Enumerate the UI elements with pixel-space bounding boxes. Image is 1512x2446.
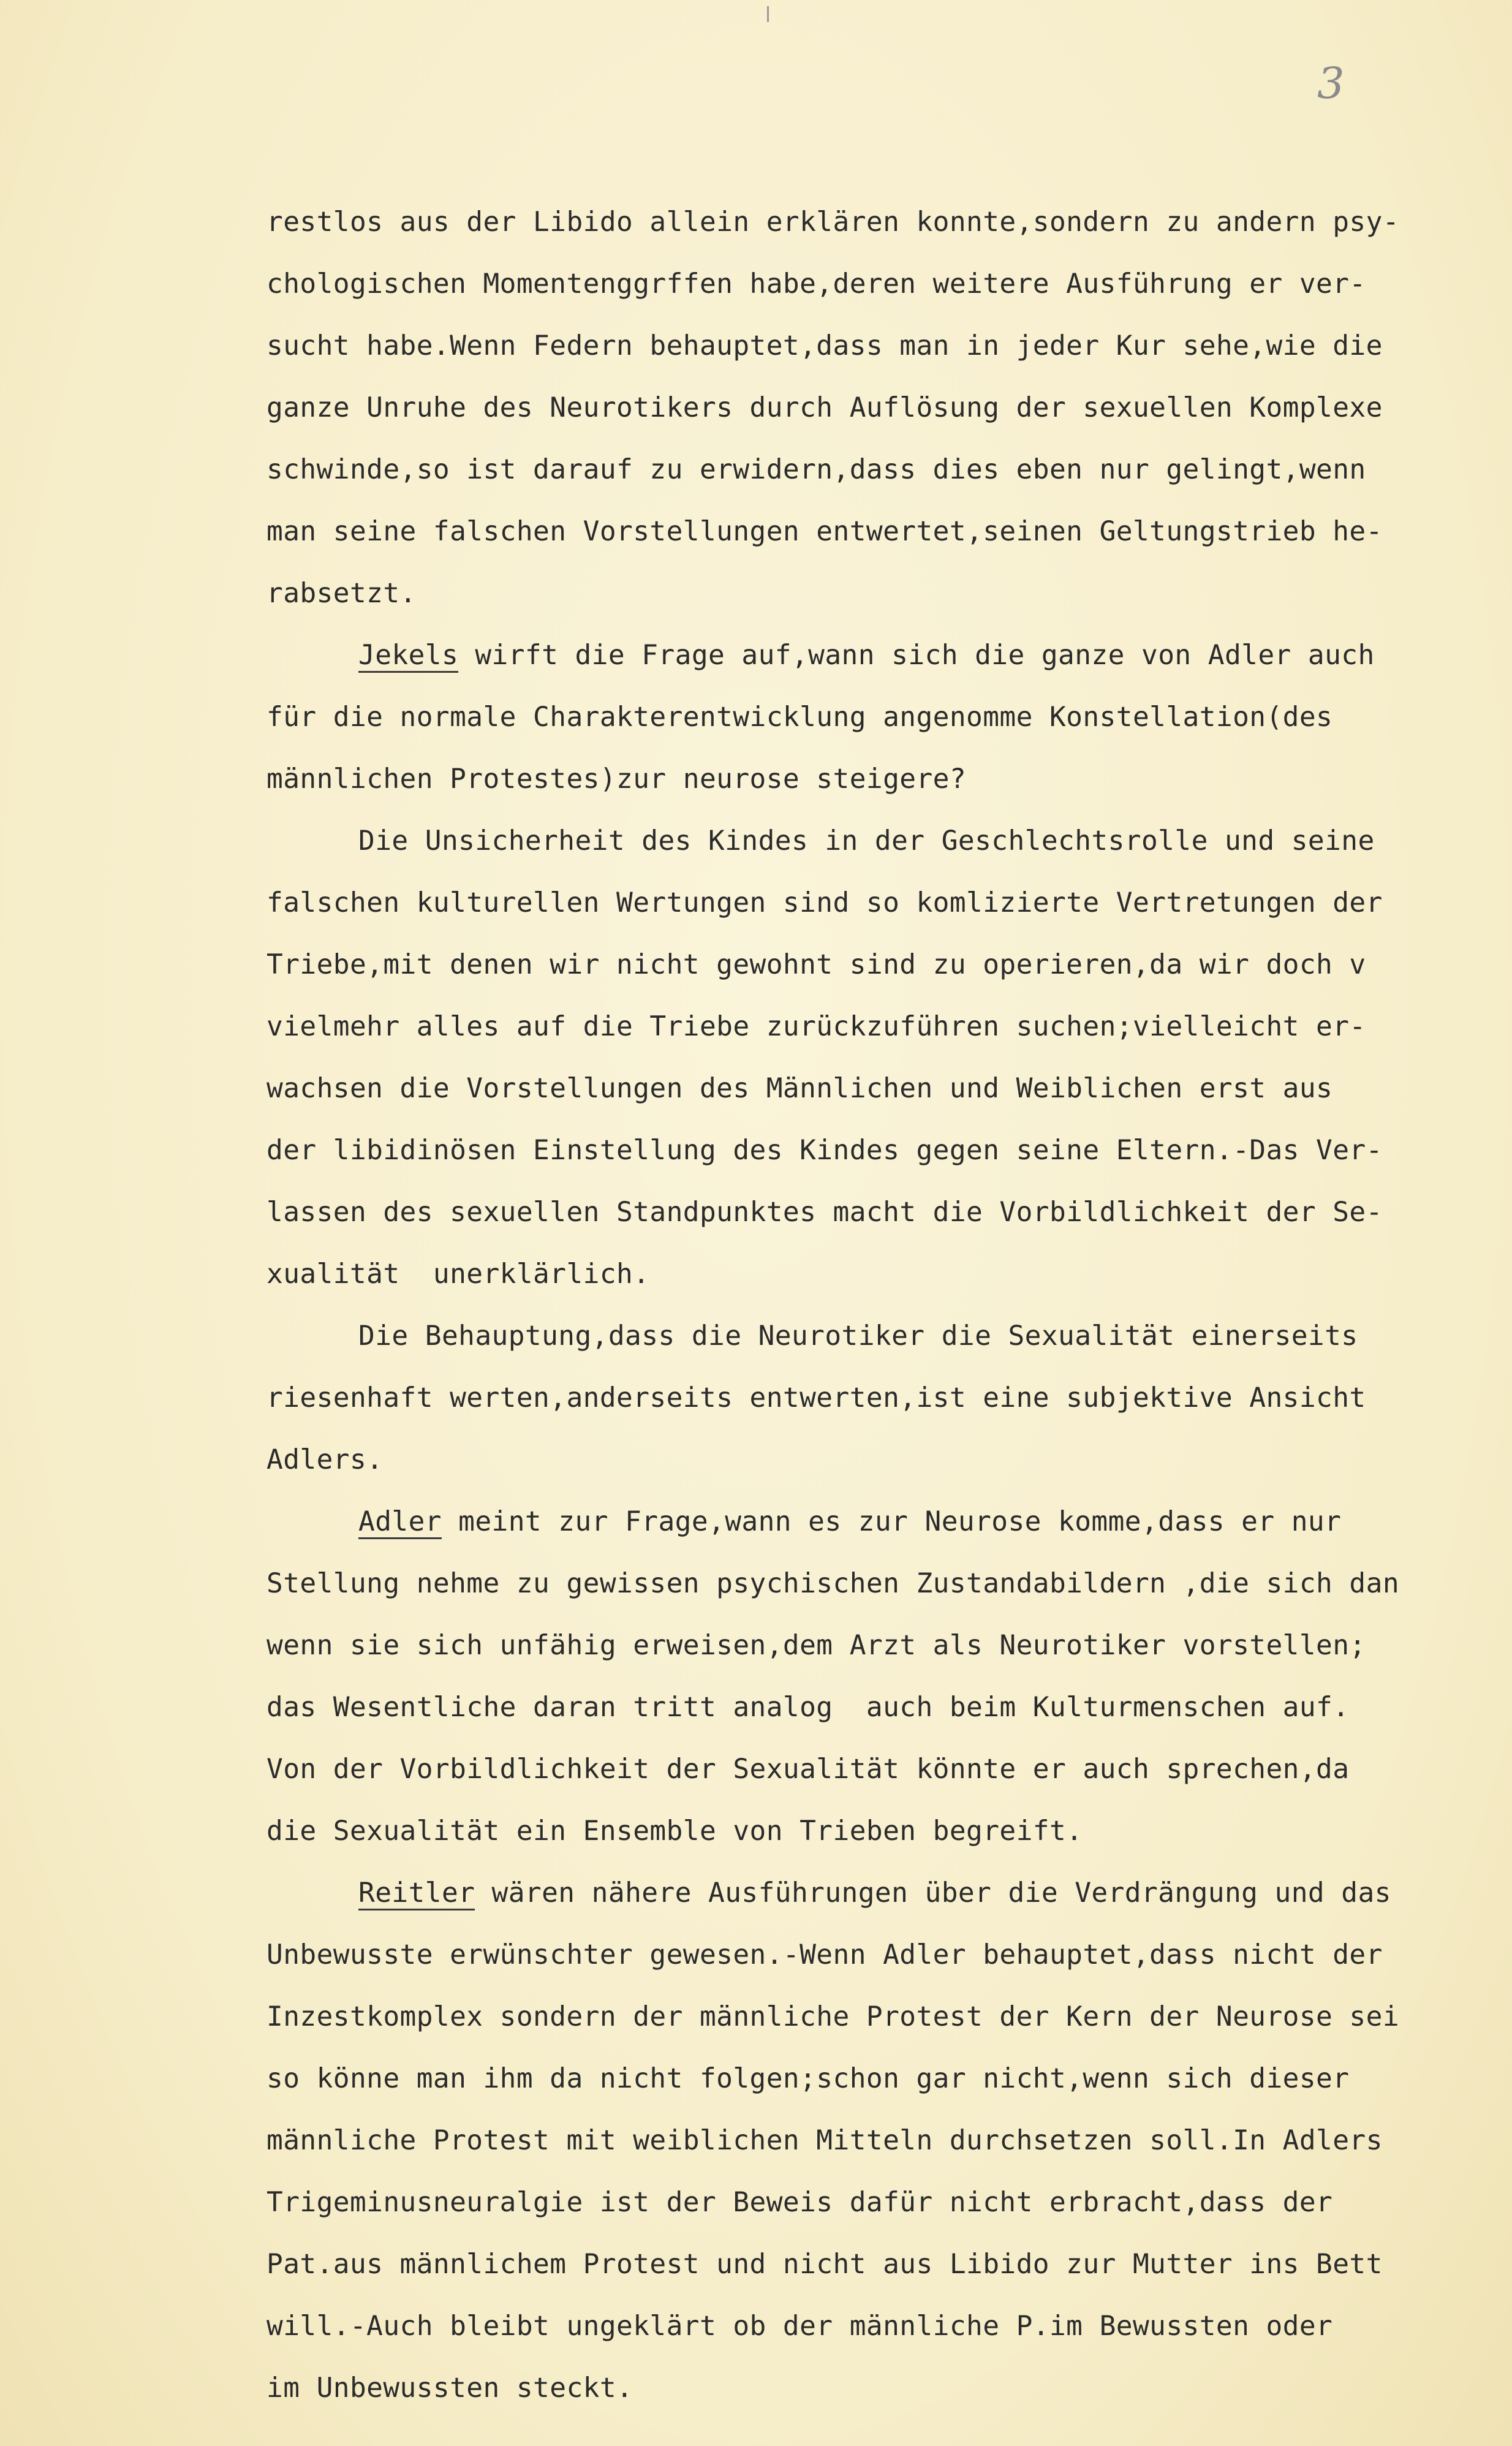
line-text: Adlers. [266,1444,384,1475]
line-text: vielmehr alles auf die Triebe zurückzuführen suchen;vielleicht er- [266,1011,1366,1042]
line-text: Von der Vorbildlichkeit der Sexualität könnte er auch sprechen,da [266,1754,1350,1785]
line-text: Die Unsicherheit des Kindes in der Geschlechtsrolle und seine [358,825,1375,857]
line-text: das Wesentliche daran tritt analog auch beim Kulturmenschen auf. [266,1692,1350,1723]
text-line [266,1862,1492,1924]
text-line [266,1738,1492,1800]
text-line [266,872,1492,934]
line-text: sucht habe.Wenn Federn behauptet,dass man in jeder Kur sehe,wie die [266,330,1383,362]
underlined-speaker-name: Jekels [358,640,458,673]
text-line [266,624,1492,686]
text-line [266,2357,1492,2419]
text-line [266,1181,1492,1243]
line-text: Unbewusste erwünschter gewesen.-Wenn Adler behauptet,dass nicht der [266,1939,1383,1971]
line-text: männliche Protest mit weiblichen Mitteln durchsetzen soll.In Adlers [266,2125,1383,2156]
text-line [266,1986,1492,2048]
text-line [266,2295,1492,2357]
line-text: Pat.aus männlichem Protest und nicht aus Libido zur Mutter ins Bett [266,2249,1383,2280]
text-line [266,2171,1492,2233]
text-line [266,1305,1492,1367]
text-line [266,562,1492,624]
line-text: wenn sie sich unfähig erweisen,dem Arzt als Neurotiker vorstellen; [266,1630,1366,1661]
line-text: chologischen Momentenggrffen habe,deren weitere Ausführung er ver- [266,268,1366,300]
line-text: rabsetzt. [266,578,417,609]
text-line [266,1491,1492,1553]
line-text: will.-Auch bleibt ungeklärt ob der männliche P.im Bewussten oder [266,2311,1333,2342]
text-line [266,934,1492,996]
line-text: männlichen Protestes)zur neurose steigere? [266,763,967,795]
line-text: wachsen die Vorstellungen des Männlichen und Weiblichen erst aus [266,1073,1333,1104]
line-text: für die normale Charakterentwicklung angenomme Konstellation(des [266,702,1333,733]
text-line [266,1615,1492,1676]
text-line [266,2048,1492,2110]
line-text: Triebe,mit denen wir nicht gewohnt sind zu operieren,da wir doch v [266,949,1366,980]
line-text: Trigeminusneuralgie ist der Beweis dafür nicht erbracht,dass der [266,2187,1333,2218]
line-text: der libidinösen Einstellung des Kindes gegen seine Eltern.-Das Ver- [266,1135,1383,1166]
line-text: riesenhaft werten,anderseits entwerten,ist eine subjektive Ansicht [266,1382,1366,1414]
typed-text-body [266,191,1492,2419]
page-number: 3 [1317,58,1345,108]
text-line [266,439,1492,501]
text-line [266,1553,1492,1615]
line-text: so könne man ihm da nicht folgen;schon gar nicht,wenn sich dieser [266,2063,1350,2094]
line-text: man seine falschen Vorstellungen entwertet,seinen Geltungstrieb he- [266,516,1383,547]
text-line [266,686,1492,748]
line-text: xualität unerklärlich. [266,1259,650,1290]
line-text: lassen des sexuellen Standpunktes macht die Vorbildlichkeit der Se- [266,1197,1383,1228]
text-line [266,315,1492,377]
margin-mark [767,6,769,22]
line-text: Stellung nehme zu gewissen psychischen Zustandabildern ,die sich dan [266,1568,1400,1599]
line-text: Die Behauptung,dass die Neurotiker die Sexualität einerseits [358,1320,1358,1352]
text-line [266,1119,1492,1181]
line-text: im Unbewussten steckt. [266,2372,633,2404]
text-line [266,1676,1492,1738]
text-line [266,2233,1492,2295]
text-line [266,1367,1492,1429]
text-line [266,501,1492,562]
line-text: meint zur Frage,wann es zur Neurose komme,dass er nur [441,1506,1342,1537]
text-line [266,377,1492,439]
line-text: falschen kulturellen Wertungen sind so komlizierte Vertretungen der [266,887,1383,918]
text-line [266,810,1492,872]
text-line [266,2110,1492,2171]
underlined-speaker-name: Adler [358,1506,442,1539]
line-text: wären nähere Ausführungen über die Verdrängung und das [475,1877,1391,1909]
text-line [266,191,1492,253]
text-line [266,1243,1492,1305]
underlined-speaker-name: Reitler [358,1877,475,1910]
line-text: ganze Unruhe des Neurotikers durch Auflösung der sexuellen Komplexe [266,392,1383,423]
text-line [266,1924,1492,1986]
line-text: die Sexualität ein Ensemble von Trieben begreift. [266,1816,1083,1847]
line-text: schwinde,so ist darauf zu erwidern,dass dies eben nur gelingt,wenn [266,454,1366,485]
line-text: restlos aus der Libido allein erklären konnte,sondern zu andern psy- [266,206,1400,238]
text-line [266,996,1492,1058]
text-line [266,748,1492,810]
text-line [266,1058,1492,1119]
text-line [266,1429,1492,1491]
text-line [266,1800,1492,1862]
text-line [266,253,1492,315]
line-text: wirft die Frage auf,wann sich die ganze von Adler auch [458,640,1375,671]
line-text: Inzestkomplex sondern der männliche Protest der Kern der Neurose sei [266,2001,1400,2032]
